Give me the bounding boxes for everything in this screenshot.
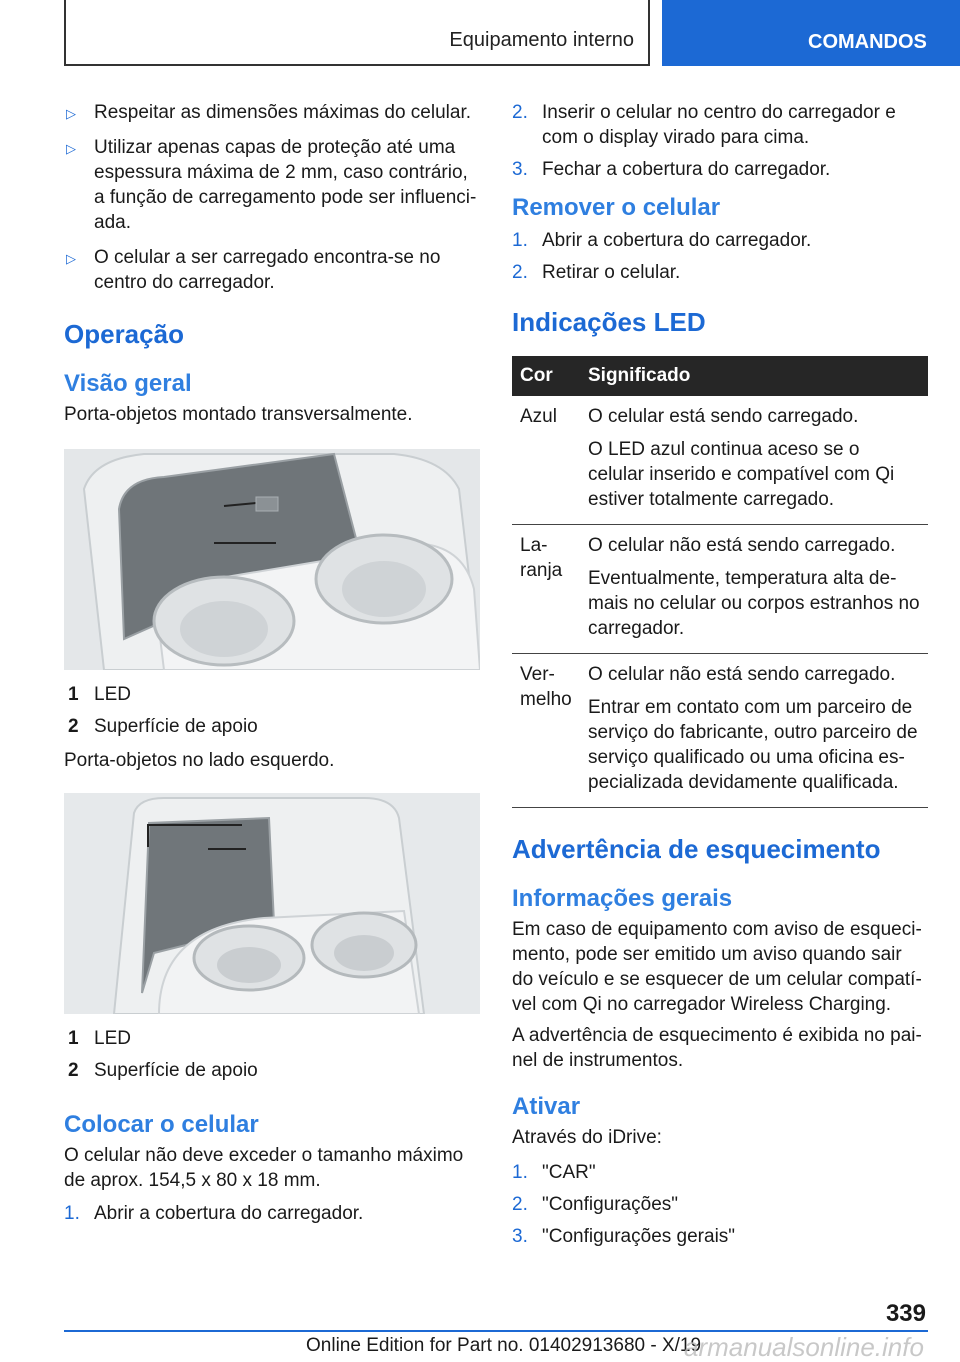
list-item: ▷ Utilizar apenas capas de proteção até uma espessura máxima de 2 mm, caso contrário, a função de carregamento pode ser influenci‐ada. [66, 137, 477, 233]
legend-item: 2 Superfície de apoio [68, 1060, 258, 1081]
list-item: 1. Abrir a cobertura do carregador. [512, 230, 812, 251]
cell-cor: La‐ranja [512, 525, 580, 654]
steps-list-continued [512, 100, 928, 182]
steps-list [64, 1201, 482, 1226]
footer-edition: Online Edition for Part no. 01402913680 - X/19 [306, 1335, 702, 1356]
table-header-row [512, 356, 928, 396]
left-column [64, 100, 482, 1233]
page-number: 339 [885, 1300, 926, 1327]
idrive-steps-list [512, 1160, 928, 1249]
right-column [512, 100, 928, 1256]
column-header-significado: Significado [580, 356, 928, 396]
header-chapter-tab[interactable] [662, 0, 960, 66]
list-item: 3. "Configurações gerais" [512, 1226, 736, 1247]
paragraph: Porta-objetos montado transversalmente. [64, 404, 413, 425]
list-item: 3. Fechar a cobertura do carregador. [512, 159, 831, 180]
legend-item: 2 Superfície de apoio [68, 716, 258, 737]
figure-legend [64, 682, 482, 739]
list-item: 2. Inserir o celular no centro do carregador e com o display virado para cima. [512, 102, 896, 148]
legend-item: 1 LED [68, 1028, 131, 1049]
list-item: ▷ Respeitar as dimensões máximas do celular. [64, 100, 482, 125]
figure-legend [64, 1026, 482, 1083]
list-item: 2. Retirar o celular. [512, 262, 681, 283]
list-item: 1. Abrir a cobertura do carregador. [64, 1203, 364, 1224]
paragraph: Através do iDrive: [512, 1127, 662, 1148]
figure-console-left-side [64, 793, 480, 1014]
paragraph: Em caso de equipamento com aviso de esqueci‐mento, pode ser emitido um aviso quando sair do veículo e se esquecer de um celular compatí‐vel com Qi no carregador Wireless Charging. [512, 919, 922, 1015]
cell-cor: Ver‐melho [512, 654, 580, 808]
heading-operacao: Operação [64, 319, 184, 349]
triangle-bullet-icon: ▷ [66, 251, 76, 266]
header-section-title: Equipamento interno [449, 29, 634, 51]
table-row [512, 396, 928, 525]
cell-significado: O celular não está sendo carregado. Eventualmente, temperatura alta de‐mais no celular ou corpos estranhos no carregador. [580, 525, 928, 654]
list-item: 2. "Configurações" [512, 1194, 679, 1215]
watermark: armanualsonline.info [684, 1332, 924, 1362]
legend-item: 1 LED [68, 684, 131, 705]
list-item: 1. "CAR" [512, 1162, 596, 1183]
heading-visao-geral: Visão geral [64, 370, 192, 397]
cell-significado: O celular não está sendo carregado. Entrar em contato com um parceiro de serviço do fabricante, outro parceiro de serviço qualificado ou uma oficina es‐pecializada devidamente qualificada. [580, 654, 928, 808]
table-row [512, 525, 928, 654]
heading-colocar-celular: Colocar o celular [64, 1111, 259, 1138]
console-illustration [64, 793, 480, 1014]
table-row [512, 654, 928, 808]
header-chapter-label: COMANDOS [808, 31, 927, 53]
paragraph: A advertência de esquecimento é exibida no pai‐nel de instrumentos. [512, 1025, 922, 1071]
triangle-bullet-icon: ▷ [66, 106, 76, 121]
paragraph: Porta-objetos no lado esquerdo. [64, 750, 335, 771]
heading-indicacoes-led: Indicações LED [512, 307, 706, 337]
paragraph: O celular não deve exceder o tamanho máximo de aprox. 154,5 x 80 x 18 mm. [64, 1145, 464, 1191]
console-illustration [64, 449, 480, 670]
figure-console-transverse [64, 449, 480, 670]
cell-cor: Azul [512, 396, 580, 525]
triangle-bullet-icon: ▷ [66, 141, 76, 156]
column-header-cor: Cor [512, 356, 580, 396]
heading-informacoes-gerais: Informações gerais [512, 885, 733, 912]
led-table [512, 356, 928, 808]
requirements-list [64, 100, 482, 295]
cell-significado: O celular está sendo carregado. O LED azul continua aceso se o celular inserido e compatível com Qi estiver totalmente carregado. [580, 396, 928, 525]
heading-remover-celular: Remover o celular [512, 194, 721, 221]
header-section-box [64, 0, 650, 66]
list-item: ▷ O celular a ser carregado encontra-se no centro do carregador. [66, 247, 441, 293]
remove-steps-list [512, 228, 928, 285]
heading-advertencia: Advertência de esquecimento [512, 834, 881, 864]
heading-ativar: Ativar [512, 1093, 581, 1120]
